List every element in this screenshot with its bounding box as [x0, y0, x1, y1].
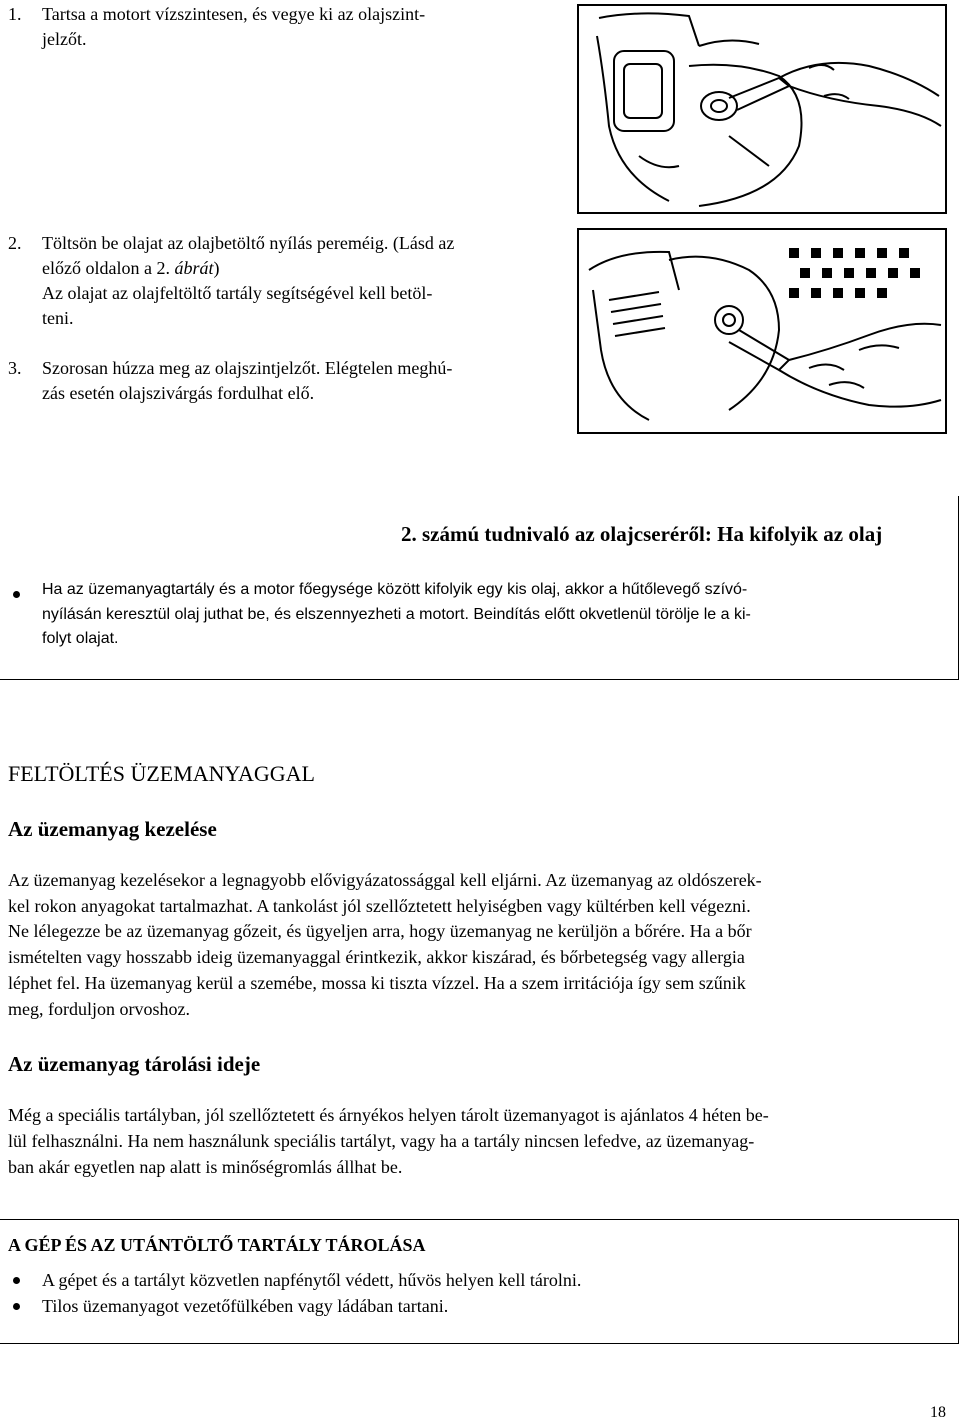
bullet-icon: [13, 591, 20, 598]
step-1-number: 1.: [8, 4, 22, 24]
fuel-storage-line: Még a speciális tartályban, jól szellőztetett és árnyékos helyen tárolt üzemanyagot is ajánlatos 4 héten be-: [8, 1105, 769, 1125]
bullet-icon: [13, 1277, 20, 1284]
storage-item-2: Tilos üzemanyagot vezetőfülkében vagy ládában tartani.: [42, 1296, 449, 1316]
fuel-handling-line: meg, forduljon orvoshoz.: [8, 999, 190, 1019]
notice-heading: 2. számú tudnivaló az olajcseréről: Ha kifolyik az olaj: [401, 522, 883, 546]
notice-line-1: Ha az üzemanyagtartály és a motor főegysége között kifolyik egy kis olaj, akkor a hűtőlevegő szívó-: [42, 581, 748, 598]
step-3-line-2: zás esetén olajszivárgás fordulhat elő.: [42, 383, 315, 403]
step-2-line-2: előző oldalon a 2. ábrát): [42, 258, 220, 278]
step-3-number: 3.: [8, 358, 22, 378]
fuel-storage-line: ban akár egyetlen nap alatt is minőségromlás állhat be.: [8, 1157, 403, 1177]
step-1-line-2: jelzőt.: [42, 29, 87, 49]
oil-filling-illustration: [577, 228, 947, 434]
machine-storage-heading: A GÉP ÉS AZ UTÁNTÖLTŐ TARTÁLY TÁROLÁSA: [8, 1235, 426, 1255]
fuel-handling-line: Az üzemanyag kezelésekor a legnagyobb elővigyázatossággal kell eljárni. Az üzemanyag az oldószerek-: [8, 870, 762, 890]
figure-reference: ábrát: [174, 258, 214, 278]
fuel-handling-line: kel rokon anyagokat tartalmazhat. A tankolást jól szellőztetett helyiségben vagy kültérben kell végezni.: [8, 896, 751, 916]
notice-line-3: folyt olajat.: [42, 630, 119, 647]
fuel-handling-line: léphet fel. Ha üzemanyag kerül a szemébe, mossa ki tiszta vízzel. Ha a szem irritációja így sem szűnik: [8, 973, 746, 993]
fuel-section-title: FELTÖLTÉS ÜZEMANYAGGAL: [8, 761, 315, 786]
fuel-storage-line: lül felhasználni. Ha nem használunk speciális tartályt, vagy ha a tartály nincsen lefedve, az üzemanyag-: [8, 1131, 755, 1151]
step-2-line-1: Töltsön be olajat az olajbetöltő nyílás pereméig. (Lásd az: [42, 233, 455, 253]
fuel-handling-line: Ne lélegezze be az üzemanyag gőzeit, és ügyeljen arra, hogy üzemanyag ne kerüljön a bőrére. Ha a bőr: [8, 921, 752, 941]
step-2-number: 2.: [8, 233, 22, 253]
fuel-handling-heading: Az üzemanyag kezelése: [8, 817, 217, 841]
fuel-handling-line: ismételten vagy hosszabb ideig üzemanyaggal érintkezik, akkor kiszárad, és bőrbetegség vagy allergia: [8, 947, 745, 967]
step-2-line-3: Az olajat az olajfeltöltő tartály segítségével kell betöl-: [42, 283, 433, 303]
storage-item-1: A gépet és a tartályt közvetlen napfénytől védett, hűvös helyen kell tárolni.: [42, 1270, 582, 1290]
notice-line-2: nyílásán keresztül olaj juthat be, és elszennyezheti a motort. Beindítás előtt okvetlenül törölje le a ki-: [42, 606, 751, 623]
step-1-line-1: Tartsa a motort vízszintesen, és vegye ki az olajszint-: [42, 4, 426, 24]
bullet-icon: [13, 1303, 20, 1310]
page-number: 18: [930, 1404, 946, 1421]
step-2-line-4: teni.: [42, 308, 74, 328]
dipstick-removal-illustration: [577, 4, 947, 214]
fuel-storage-heading: Az üzemanyag tárolási ideje: [8, 1052, 261, 1076]
step-3-line-1: Szorosan húzza meg az olajszintjelzőt. Elégtelen meghú-: [42, 358, 453, 378]
